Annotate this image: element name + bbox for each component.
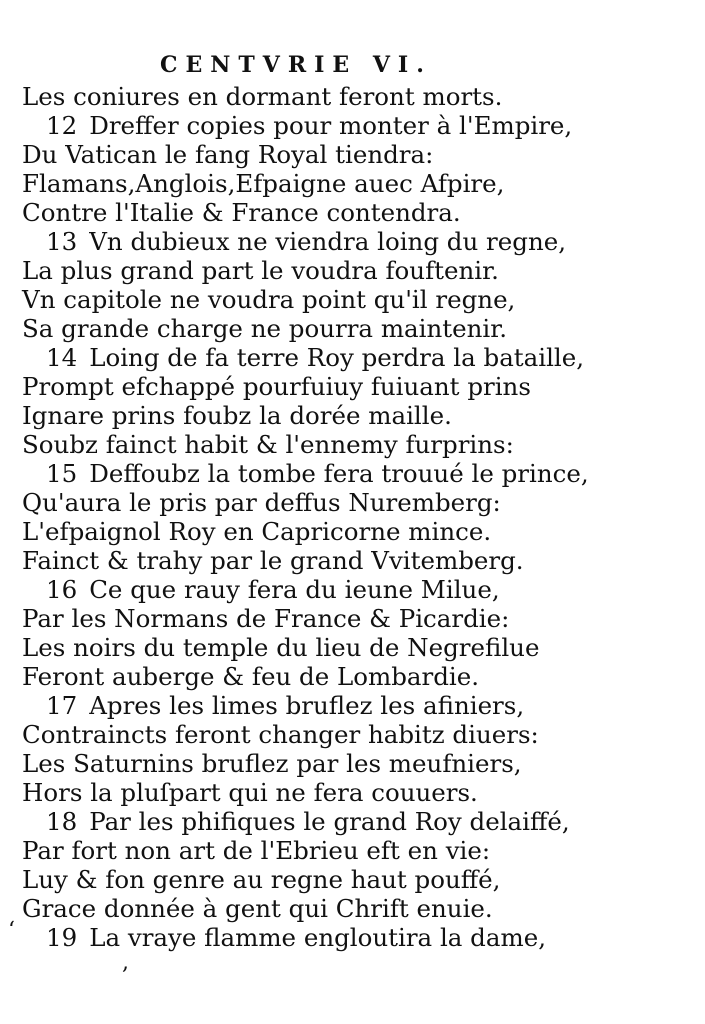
verse-line <box>22 198 461 227</box>
verse-text: Les coniures en dormant feront morts. <box>22 82 503 111</box>
verse-text: Du Vatican le fang Royal tiendra: <box>22 140 434 169</box>
quatrain-number: 12 <box>46 111 78 140</box>
page-header: CENTVRIE VI. <box>160 52 432 78</box>
quatrain-number: 19 <box>46 923 78 952</box>
verse-line <box>22 836 490 865</box>
verse-line <box>22 488 501 517</box>
verse-line <box>46 343 584 372</box>
verse-text: Soubz fainct habit & l'ennemy furprins: <box>22 430 514 459</box>
verse-text: Vn capitole ne voudra point qu'il regne, <box>22 285 516 314</box>
verse-text: La plus grand part le voudra fouftenir. <box>22 256 499 285</box>
verse-text: Sa grande charge ne pourra maintenir. <box>22 314 508 343</box>
margin-mark-bottom: , <box>122 950 129 975</box>
quatrain-number: 15 <box>46 459 78 488</box>
verse-text: La vraye flamme engloutira la dame, <box>89 923 546 952</box>
verse-line <box>22 894 493 923</box>
verse-text: Contraincts feront changer habitz diuers: <box>22 720 539 749</box>
quatrain-number: 17 <box>46 691 78 720</box>
verse-line <box>22 633 539 662</box>
verse-text: Hors la pluſpart qui ne fera couuers. <box>22 778 478 807</box>
verse-text: Par fort non art de l'Ebrieu eft en vie: <box>22 836 491 865</box>
verse-line <box>22 285 515 314</box>
verse-line <box>22 778 478 807</box>
verse-line <box>22 401 452 430</box>
verse-line <box>46 227 566 256</box>
verse-line <box>22 314 507 343</box>
quatrain-number: 14 <box>46 343 78 372</box>
verse-text: Par les phifiques le grand Roy delaiffé, <box>89 807 570 836</box>
verse-text: Les Saturnins bruflez par les meufniers, <box>22 749 522 778</box>
verse-line <box>46 459 589 488</box>
verse-line <box>46 691 524 720</box>
verse-line <box>22 372 531 401</box>
verse-text: Luy & fon genre au regne haut pouffé, <box>22 865 501 894</box>
verse-text: Fainct & trahy par le grand Vvitemberg. <box>22 546 524 575</box>
quatrain-number: 13 <box>46 227 78 256</box>
verse-text: Grace donnée à gent qui Chrift enuie. <box>22 894 493 923</box>
verse-line <box>22 546 524 575</box>
verse-text: Ce que rauy fera du ieune Milue, <box>89 575 500 604</box>
verse-text: Dreffer copies pour monter à l'Empire, <box>89 111 573 140</box>
verse-line <box>22 865 500 894</box>
verse-text: Qu'aura le pris par deffus Nuremberg: <box>22 488 501 517</box>
verse-line <box>22 140 433 169</box>
verse-line <box>22 749 522 778</box>
quatrain-number: 16 <box>46 575 78 604</box>
verse-line <box>22 256 499 285</box>
verse-text: Prompt efchappé pourfuiuy fuiuant prins <box>22 372 531 401</box>
verse-line <box>22 430 514 459</box>
verse-text: Deffoubz la tombe fera trouué le prince, <box>89 459 589 488</box>
verse-line <box>46 575 500 604</box>
verse-line <box>46 111 572 140</box>
verse-line <box>22 82 502 111</box>
verse-text: Feront auberge & feu de Lombardie. <box>22 662 480 691</box>
verse-line <box>22 517 491 546</box>
verse-line <box>46 923 546 952</box>
verse-text: Les noirs du temple du lieu de Negrefilue <box>22 633 540 662</box>
quatrain-number: 18 <box>46 807 78 836</box>
verse-text: Contre l'Italie & France contendra. <box>22 198 461 227</box>
verse-text: Ignare prins foubz la dorée maille. <box>22 401 452 430</box>
verse-line <box>22 662 479 691</box>
verse-text: L'efpaignol Roy en Capricorne mince. <box>22 517 492 546</box>
verse-line <box>22 604 509 633</box>
verse-line <box>22 169 504 198</box>
verse-line <box>22 720 539 749</box>
verse-text: Par les Normans de France & Picardie: <box>22 604 510 633</box>
verse-text: Flamans,Anglois,Efpaigne auec Afpire, <box>22 169 505 198</box>
verse-line <box>46 807 570 836</box>
verse-text: Loing de fa terre Roy perdra la bataille, <box>89 343 585 372</box>
margin-mark-left: ‘ <box>8 918 15 943</box>
verse-text: Apres les limes bruflez les afiniers, <box>89 691 525 720</box>
verse-text: Vn dubieux ne viendra loing du regne, <box>89 227 567 256</box>
